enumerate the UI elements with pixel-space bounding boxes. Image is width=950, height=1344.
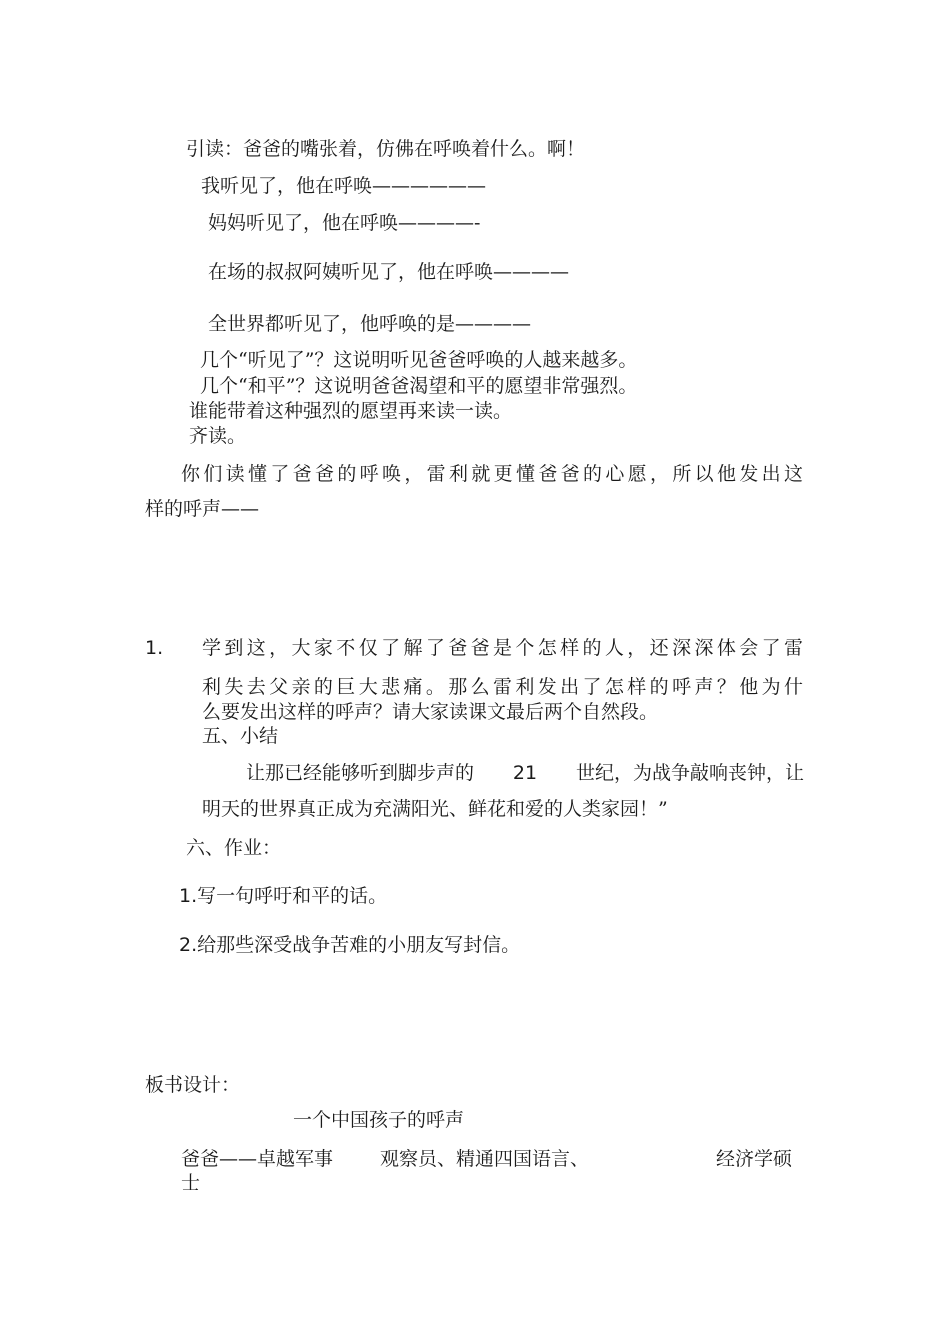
homework-task-1 — [179, 884, 387, 908]
summary-text-a: 让那已经能够听到脚步声的 — [246, 762, 475, 784]
question-peace: 几个“和平”？这说明爸爸渴望和平的愿望非常强烈。 — [200, 375, 638, 397]
board-line-1a: 爸爸——卓越军事 — [181, 1148, 334, 1170]
summary-heading: 五、小结 — [202, 725, 279, 747]
task-number-1: 1. — [179, 885, 198, 907]
item1-line-2: 利失去父亲的巨大悲痛。那么雷利发出了怎样的呼声？他为什 — [202, 676, 803, 698]
task-text-2: 给那些深受战争苦难的小朋友写封信。 — [197, 934, 521, 956]
board-title: 一个中国孩子的呼声 — [293, 1109, 465, 1131]
item1-line-3: 么要发出这样的呼声？请大家读课文最后两个自然段。 — [202, 701, 659, 723]
board-design-label: 板书设计： — [145, 1074, 241, 1096]
board-line-1b: 观察员、精通四国语言、 — [380, 1148, 590, 1170]
line-world-heard: 全世界都听见了，他呼唤的是———— — [208, 313, 532, 335]
question-heard: 几个“听见了”？这说明听见爸爸呼唤的人越来越多。 — [200, 349, 638, 371]
lead-reading: 引读：爸爸的嘴张着，仿佛在呼唤着什么。啊！ — [186, 138, 586, 160]
read-again: 谁能带着这种强烈的愿望再来读一读。 — [189, 400, 513, 422]
homework-task-2 — [179, 933, 520, 957]
summary-text-b: 世纪，为战争敲响丧钟，让 — [575, 762, 804, 784]
list-number-1: 1. — [145, 637, 164, 659]
line-mom-heard: 妈妈听见了，他在呼唤————- — [208, 212, 481, 234]
board-line-2: 士 — [181, 1172, 201, 1194]
century-number: 21 — [512, 762, 538, 784]
paragraph-line-1: 你们读懂了爸爸的呼唤，雷利就更懂爸爸的心愿，所以他发出这 — [181, 463, 803, 485]
board-line-1c: 经济学硕 — [716, 1148, 793, 1170]
summary-line-1 — [246, 761, 804, 785]
line-i-heard: 我听见了，他在呼唤—————— — [201, 175, 487, 197]
line-uncles-heard: 在场的叔叔阿姨听见了，他在呼唤———— — [208, 261, 570, 283]
task-text-1: 写一句呼吁和平的话。 — [197, 885, 388, 907]
read-together: 齐读。 — [189, 425, 247, 447]
item1-line-1: 学到这，大家不仅了解了爸爸是个怎样的人，还深深体会了雷 — [202, 637, 803, 659]
task-number-2: 2. — [179, 934, 198, 956]
paragraph-line-2: 样的呼声—— — [145, 498, 260, 520]
summary-line-2: 明天的世界真正成为充满阳光、鲜花和爱的人类家园！” — [202, 798, 668, 820]
homework-heading: 六、作业： — [186, 837, 282, 859]
